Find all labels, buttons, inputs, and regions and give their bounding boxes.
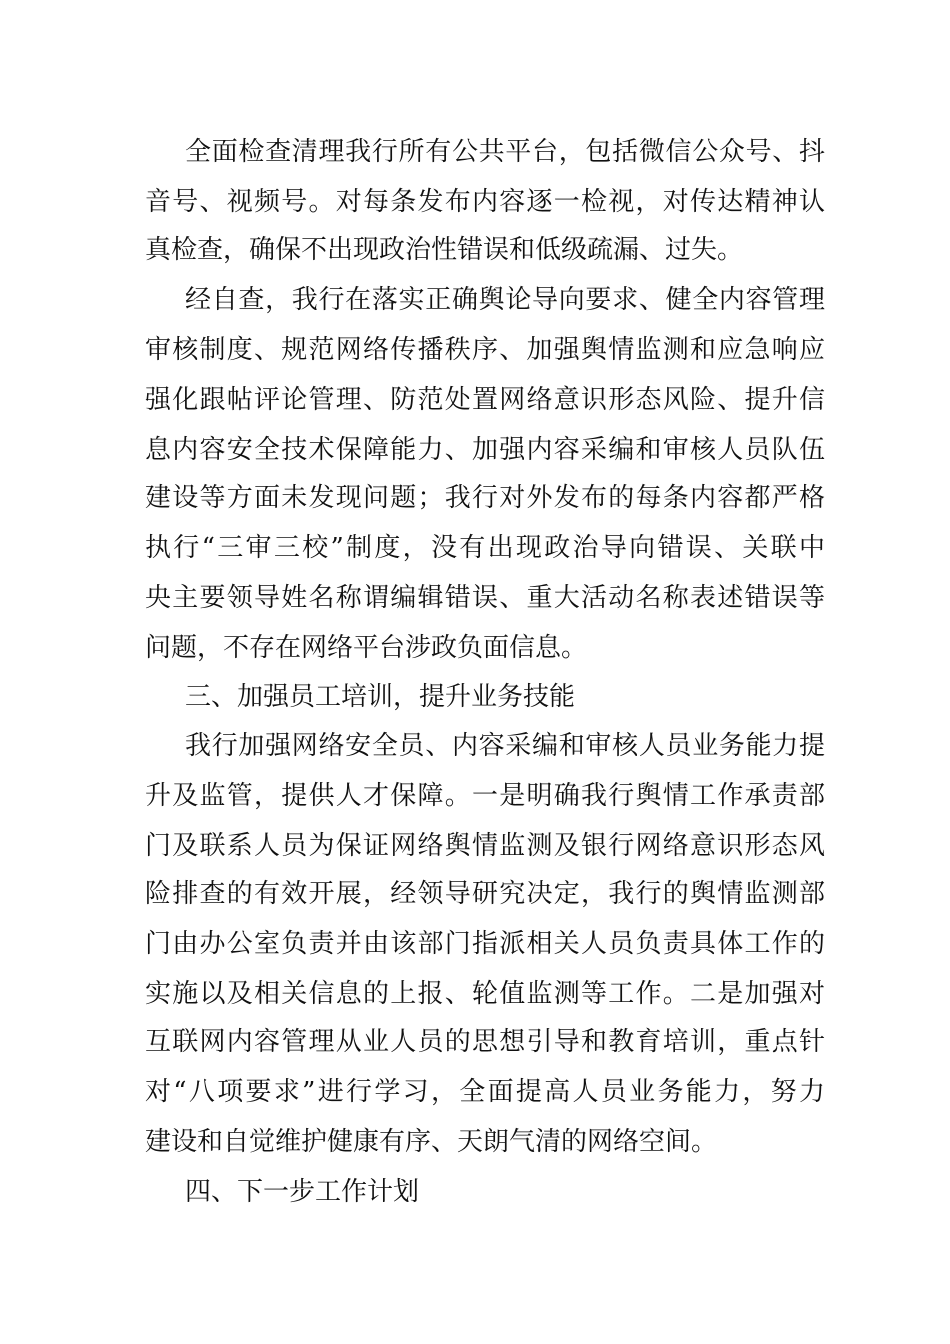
paragraph-line: 我行加强网络安全员、内容采编和审核人员业务能力提 bbox=[185, 731, 825, 761]
paragraph-line: 真检查，确保不出现政治性错误和低级疏漏、过失。 bbox=[145, 235, 744, 265]
paragraph-line: 建设和自觉维护健康有序、天朗气清的网络空间。 bbox=[145, 1127, 718, 1157]
paragraph-line: 对“八项要求”进行学习，全面提高人员业务能力，努力 bbox=[145, 1077, 825, 1107]
paragraph-line: 互联网内容管理从业人员的思想引导和教育培训，重点针 bbox=[145, 1027, 825, 1057]
paragraph-line: 审核制度、规范网络传播秩序、加强舆情监测和应急响应 bbox=[145, 335, 825, 365]
paragraph-line: 险排查的有效开展，经领导研究决定，我行的舆情监测部 bbox=[145, 879, 825, 909]
paragraph-line: 强化跟帖评论管理、防范处置网络意识形态风险、提升信 bbox=[145, 385, 825, 415]
paragraph-line: 门及联系人员为保证网络舆情监测及银行网络意识形态风 bbox=[145, 831, 825, 861]
paragraph-line: 升及监管，提供人才保障。一是明确我行舆情工作承责部 bbox=[145, 781, 825, 811]
paragraph-line: 音号、视频号。对每条发布内容逐一检视，对传达精神认 bbox=[145, 187, 825, 217]
paragraph-line: 经自查，我行在落实正确舆论导向要求、健全内容管理 bbox=[185, 285, 825, 315]
paragraph-line: 全面检查清理我行所有公共平台，包括微信公众号、抖 bbox=[185, 137, 825, 167]
paragraph-line: 建设等方面未发现问题；我行对外发布的每条内容都严格 bbox=[145, 483, 825, 513]
paragraph-line: 央主要领导姓名称谓编辑错误、重大活动名称表述错误等 bbox=[145, 583, 825, 613]
paragraph-line: 问题，不存在网络平台涉政负面信息。 bbox=[145, 633, 588, 663]
section-heading: 三、加强员工培训，提升业务技能 bbox=[185, 682, 576, 712]
section-heading: 四、下一步工作计划 bbox=[185, 1177, 420, 1207]
paragraph-line: 执行“三审三校”制度，没有出现政治导向错误、关联中 bbox=[145, 533, 825, 563]
paragraph-line: 门由办公室负责并由该部门指派相关人员负责具体工作的 bbox=[145, 929, 825, 959]
paragraph-line: 息内容安全技术保障能力、加强内容采编和审核人员队伍 bbox=[145, 435, 825, 465]
paragraph-line: 实施以及相关信息的上报、轮值监测等工作。二是加强对 bbox=[145, 979, 825, 1009]
